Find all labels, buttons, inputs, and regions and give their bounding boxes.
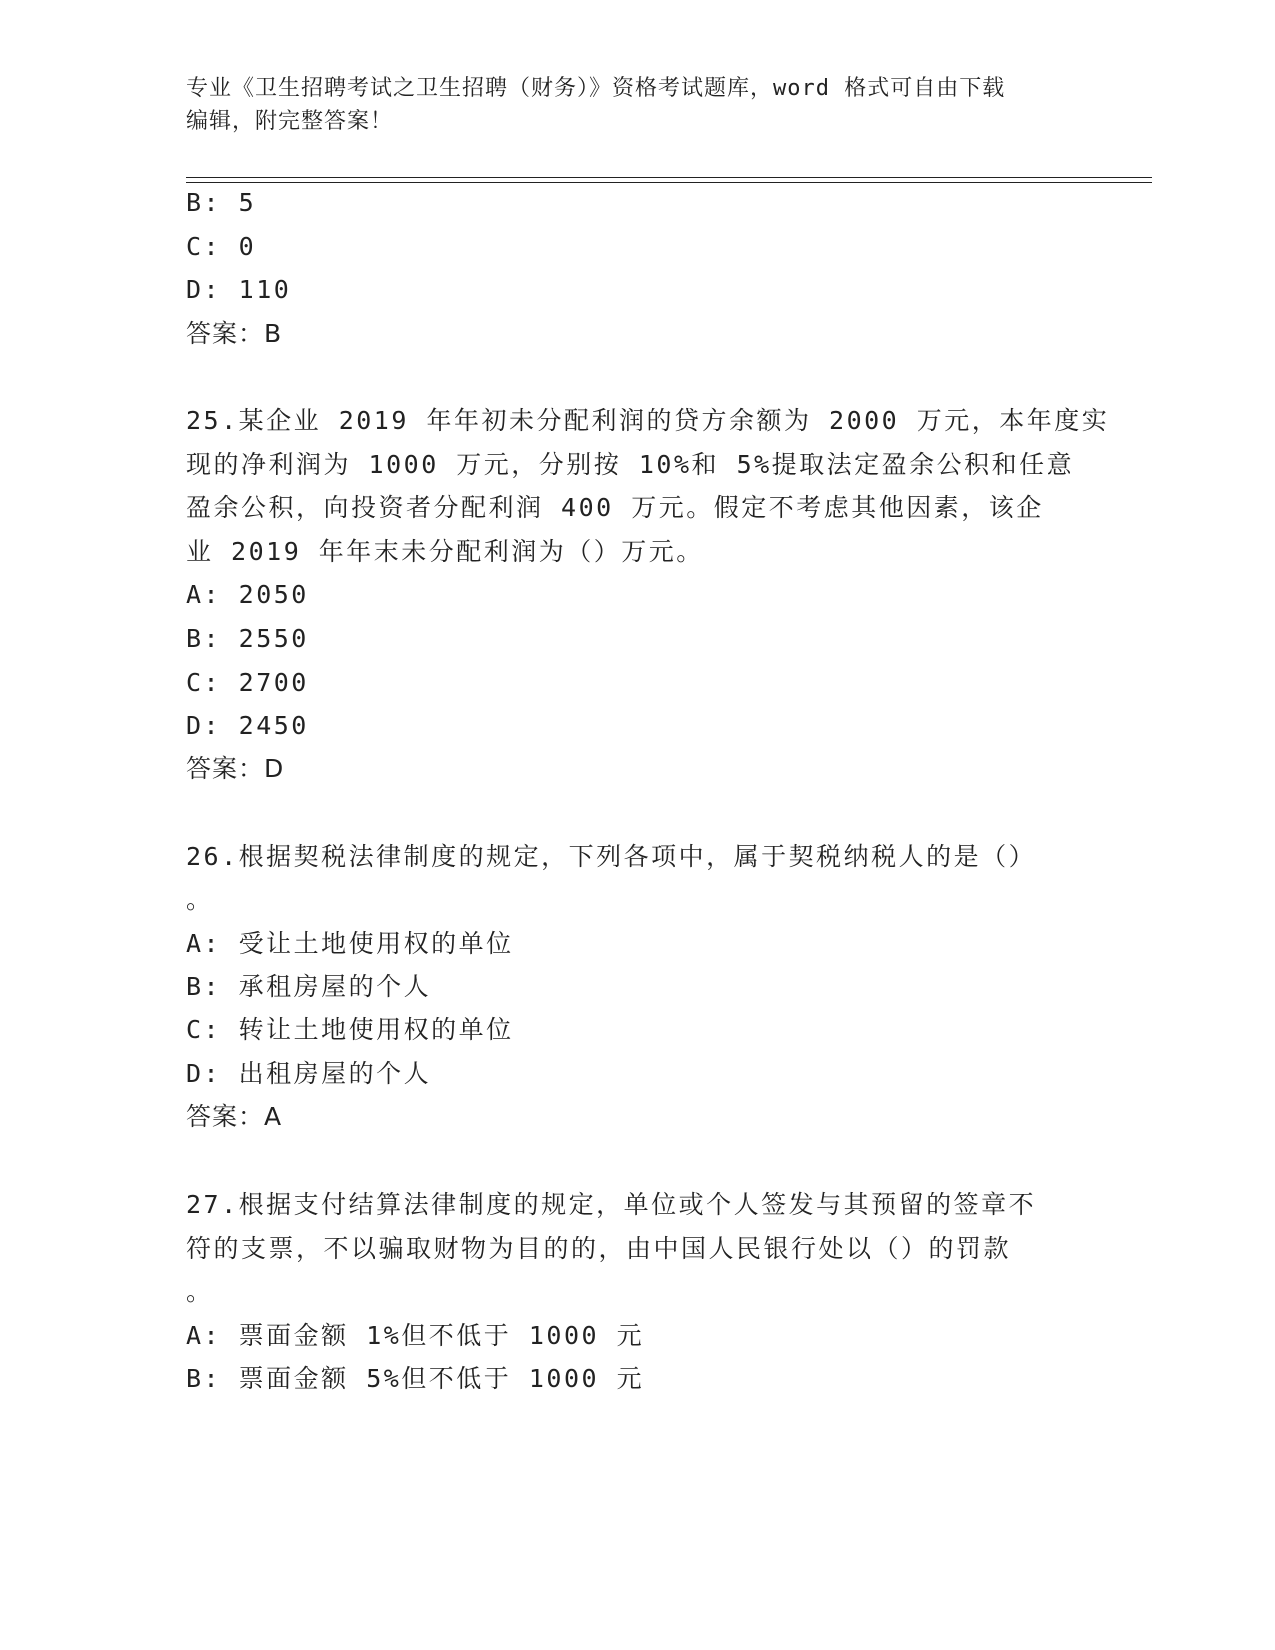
header-line-1: 专业《卫生招聘考试之卫生招聘（财务）》资格考试题库，word 格式可自由下载 — [186, 76, 1006, 101]
q24-option-b: B: 5 — [186, 188, 257, 217]
q26-text-line-2: 。 — [186, 885, 214, 914]
q25-option-a: A: 2050 — [186, 580, 309, 609]
q24-option-d: D: 110 — [186, 275, 292, 304]
q24-answer: 答案：B — [186, 319, 283, 348]
q26-option-a: A: 受让土地使用权的单位 — [186, 929, 514, 958]
q25-option-b: B: 2550 — [186, 624, 309, 653]
q27-text-line-3: 。 — [186, 1277, 214, 1306]
q26-option-b: B: 承租房屋的个人 — [186, 972, 432, 1001]
q26-text-line-1: 26.根据契税法律制度的规定，下列各项中，属于契税纳税人的是（） — [186, 842, 1037, 871]
header-divider-bottom — [186, 182, 1152, 183]
q25-answer: 答案：D — [186, 754, 285, 783]
q25-text-line-1: 25.某企业 2019 年年初未分配利润的贷方余额为 2000 万元，本年度实 — [186, 406, 1110, 435]
q25-text-line-3: 盈余公积，向投资者分配利润 400 万元。假定不考虑其他因素，该企 — [186, 493, 1044, 522]
q25-option-c: C: 2700 — [186, 668, 309, 697]
q27-text-line-1: 27.根据支付结算法律制度的规定，单位或个人签发与其预留的签章不 — [186, 1190, 1037, 1219]
q27-option-a: A: 票面金额 1%但不低于 1000 元 — [186, 1321, 645, 1350]
q25-option-d: D: 2450 — [186, 711, 309, 740]
q27-text-line-2: 符的支票，不以骗取财物为目的的，由中国人民银行处以（）的罚款 — [186, 1234, 1012, 1263]
q25-text-line-2: 现的净利润为 1000 万元，分别按 10%和 5%提取法定盈余公积和任意 — [186, 450, 1075, 479]
document-header — [186, 72, 1066, 138]
q26-answer: 答案：A — [186, 1102, 283, 1131]
q25-text-line-4: 业 2019 年年末未分配利润为（）万元。 — [186, 537, 704, 566]
header-divider-top — [186, 177, 1152, 178]
header-line-2: 编辑，附完整答案！ — [186, 109, 394, 134]
q27-option-b: B: 票面金额 5%但不低于 1000 元 — [186, 1364, 645, 1393]
q24-option-c: C: 0 — [186, 232, 257, 261]
q26-option-c: C: 转让土地使用权的单位 — [186, 1015, 514, 1044]
q26-option-d: D: 出租房屋的个人 — [186, 1059, 432, 1088]
